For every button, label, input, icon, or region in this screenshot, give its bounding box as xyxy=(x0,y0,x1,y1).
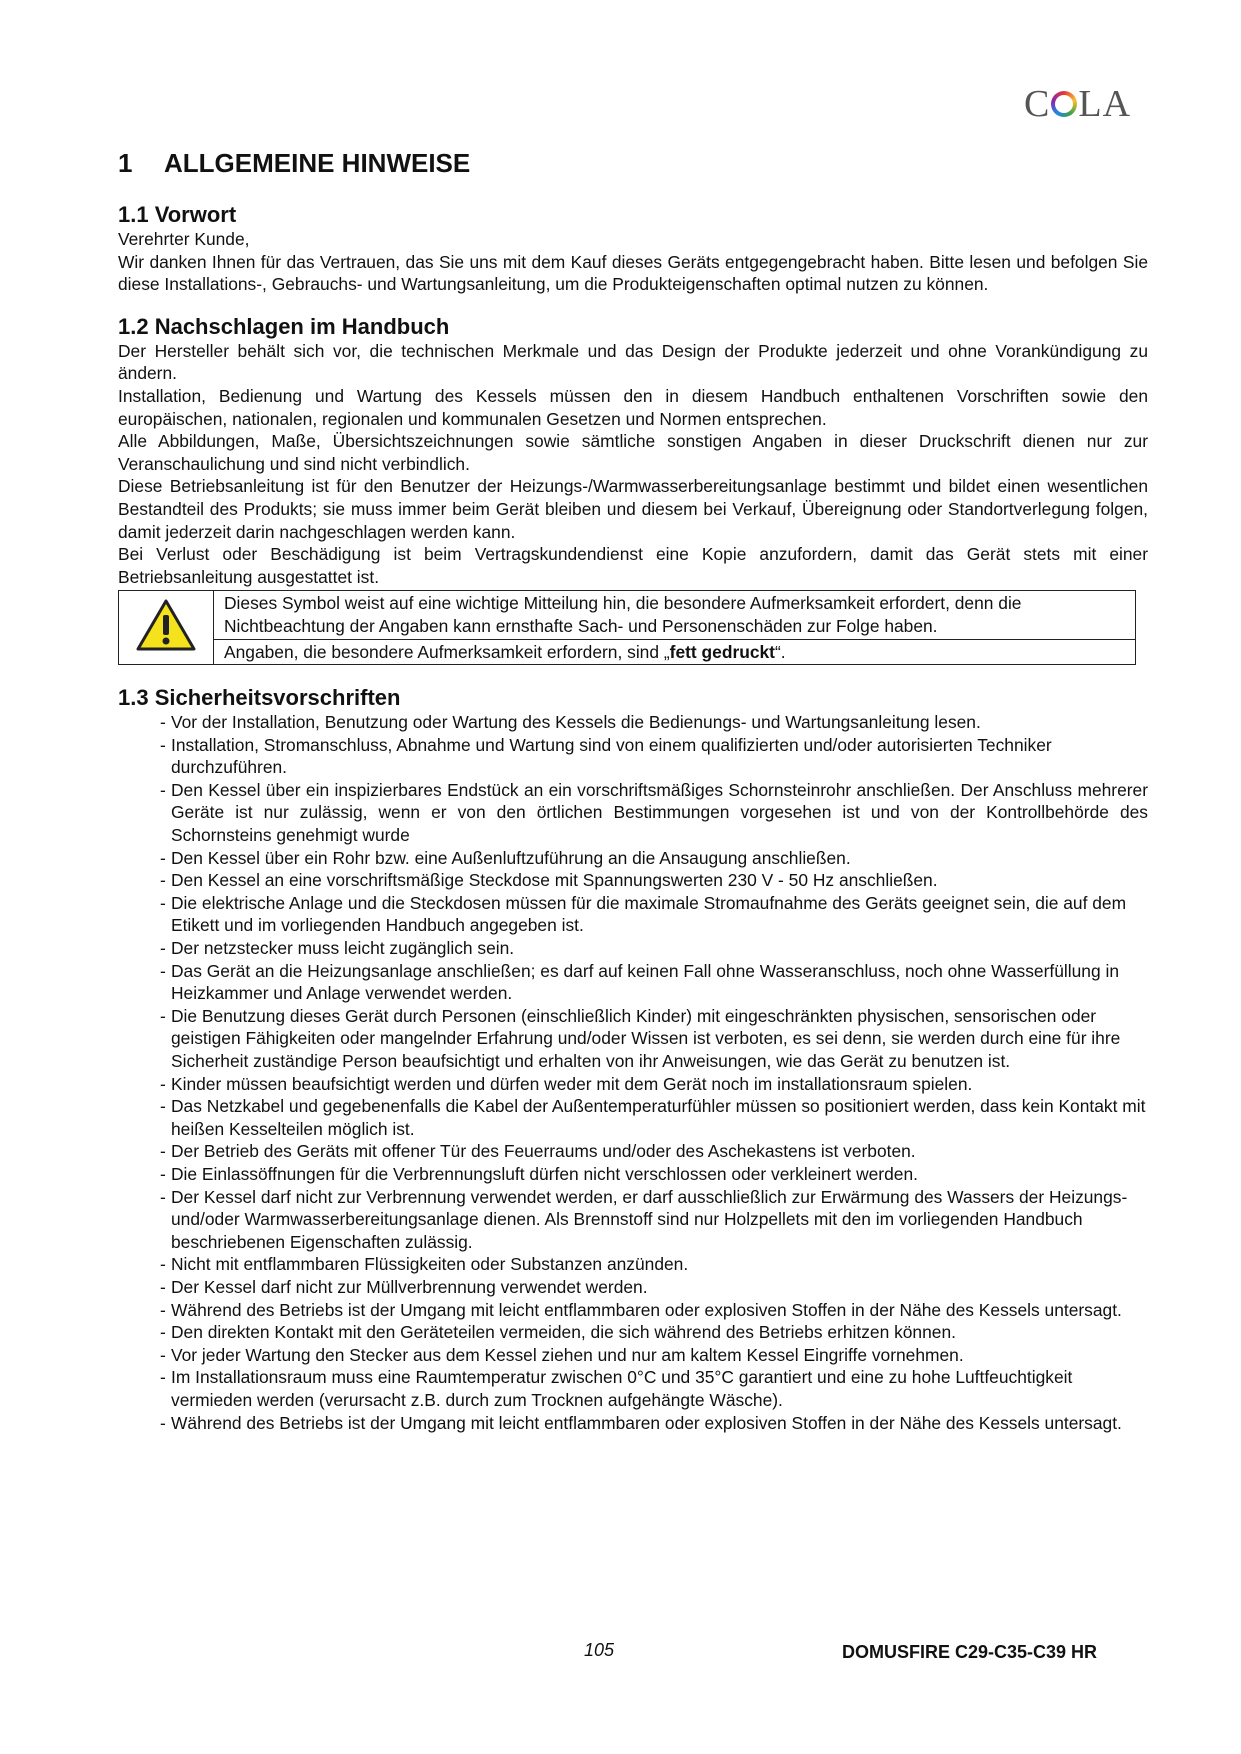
list-item: - Den Kessel über ein Rohr bzw. eine Außenluftzuführung an die Ansaugung anschließen. xyxy=(160,847,1148,870)
list-item: - Die Benutzung dieses Gerät durch Personen (einschließlich Kinder) mit eingeschränkten physischen, sensorischen oder geistigen Fähigkeiten oder mangelnder Erfahrung und/oder Wissen ist verboten, es sei denn, sie werden durch eine für ihre Sicherheit zuständige Person beaufsichtigt und erhalten von ihr Anweisungen, wie das Gerät zu benutzen ist. xyxy=(160,1005,1148,1073)
bold-example: fett gedruckt xyxy=(669,641,775,662)
section-nachschlagen xyxy=(118,314,1148,665)
section-title: 1.2 Nachschlagen im Handbuch xyxy=(118,313,450,339)
page-number: 105 xyxy=(584,1640,615,1660)
warning-note-table xyxy=(118,590,1136,665)
list-item: - Den Kessel an eine vorschriftsmäßige Steckdose mit Spannungswerten 230 V - 50 Hz anschließen. xyxy=(160,869,1148,892)
paragraph: Diese Betriebsanleitung ist für den Benutzer der Heizungs-/Warmwasserbereitungsanlage bestimmt und bildet einen wesentlichen Bestandteil des Produkts; sie muss immer beim Gerät bleiben und diesem bei Verkauf, Übereignung oder Standortverlegung folgen, damit jederzeit darin nachgeschlagen werden kann. xyxy=(118,476,1148,542)
list-item: - Installation, Stromanschluss, Abnahme und Wartung sind von einem qualifizierten und/oder autorisierten Techniker durchzuführen. xyxy=(160,734,1148,779)
list-item: - Nicht mit entflammbaren Flüssigkeiten oder Substanzen anzünden. xyxy=(160,1253,1148,1276)
paragraph: Installation, Bedienung und Wartung des Kessels müssen den in diesem Handbuch enthaltenen Vorschriften sowie den europäischen, nationalen, regionalen und kommunalen Gesetzen und Normen entsprechen. xyxy=(118,385,1148,429)
list-item: - Die elektrische Anlage und die Steckdosen müssen für die maximale Stromaufnahme des Geräts geeignet sein, die auf dem Etikett und im vorliegenden Handbuch angegeben ist. xyxy=(160,892,1148,937)
list-item: - Während des Betriebs ist der Umgang mit leicht entflammbaren oder explosiven Stoffen in der Nähe des Kessels untersagt. xyxy=(160,1299,1148,1322)
warning-icon-cell xyxy=(119,591,214,665)
safety-rules-list xyxy=(118,711,1148,1434)
brand-logo: C LA xyxy=(1024,83,1132,125)
list-item: - Der netzstecker muss leicht zugänglich sein. xyxy=(160,937,1148,960)
list-item: - Der Betrieb des Geräts mit offener Tür des Feuerraums und/oder des Aschekastens ist verboten. xyxy=(160,1140,1148,1163)
section-vorwort xyxy=(118,202,1148,296)
document-content xyxy=(118,202,1148,1434)
chapter-number: 1 xyxy=(118,148,133,178)
paragraph: Verehrter Kunde, xyxy=(118,229,250,249)
list-item: - Der Kessel darf nicht zur Verbrennung verwendet werden, er darf ausschließlich zur Erwärmung des Wassers der Heizungs- und/oder Warmwasserbereitungsanlage dienen. Als Brennstoff sind nur Holzpellets mit den im vorliegenden Handbuch beschriebenen Eigenschaften zulässig. xyxy=(160,1186,1148,1254)
product-name: DOMUSFIRE C29-C35-C39 HR xyxy=(842,1642,1098,1662)
section-sicherheit xyxy=(118,685,1148,1434)
paragraph: Der Hersteller behält sich vor, die technischen Merkmale und das Design der Produkte jederzeit und ohne Vorankündigung zu ändern. xyxy=(118,340,1148,384)
section-title: 1.1 Vorwort xyxy=(118,202,237,227)
section-title: 1.3 Sicherheitsvorschriften xyxy=(118,685,401,711)
list-item: - Vor der Installation, Benutzung oder Wartung des Kessels die Bedienungs- und Wartungsanleitung lesen. xyxy=(160,711,1148,734)
warning-text: Dieses Symbol weist auf eine wichtige Mitteilung hin, die besondere Aufmerksamkeit erfordert, denn die Nichtbeachtung der Angaben kann ernsthafte Sach- und Personenschäden zur Folge haben. xyxy=(214,591,1136,639)
list-item: - Die Einlassöffnungen für die Verbrennungsluft dürfen nicht verschlossen oder verkleinert werden. xyxy=(160,1163,1148,1186)
list-item: - Während des Betriebs ist der Umgang mit leicht entflammbaren oder explosiven Stoffen in der Nähe des Kessels untersagt. xyxy=(160,1412,1148,1435)
warning-triangle-icon xyxy=(135,598,197,652)
list-item: - Den direkten Kontakt mit den Geräteteilen vermeiden, die sich während des Betriebs erhitzen können. xyxy=(160,1321,1148,1344)
list-item: - Kinder müssen beaufsichtigt werden und dürfen weder mit dem Gerät noch im installationsraum spielen. xyxy=(160,1073,1148,1096)
chapter-title: ALLGEMEINE HINWEISE xyxy=(164,148,471,178)
paragraph: Wir danken Ihnen für das Vertrauen, das Sie uns mit dem Kauf dieses Geräts entgegengebracht haben. Bitte lesen und befolgen Sie diese Installations-, Gebrauchs- und Wartungsanleitung, um die Produkteigenschaften optimal nutzen zu können. xyxy=(118,251,1148,295)
paragraph: Bei Verlust oder Beschädigung ist beim Vertragskundendienst eine Kopie anzufordern, damit das Gerät stets mit einer Betriebsanleitung ausgestattet ist. xyxy=(118,544,1148,587)
list-item: - Das Netzkabel und gegebenenfalls die Kabel der Außentemperaturfühler müssen so positioniert werden, dass kein Kontakt mit heißen Kesselteilen möglich ist. xyxy=(160,1095,1148,1140)
list-item: - Den Kessel über ein inspizierbares Endstück an ein vorschriftsmäßiges Schornsteinrohr anschließen. Der Anschluss mehrerer Geräte ist nur zulässig, wenn er von den örtlichen Bestimmungen vorgesehen ist und von der Kontrollbehörde des Schornsteins genehmigt wurde xyxy=(160,779,1148,847)
paragraph: Alle Abbildungen, Maße, Übersichtszeichnungen sowie sämtliche sonstigen Angaben in dieser Druckschrift dienen nur zur Veranschaulichung und sind nicht verbindlich. xyxy=(118,431,1148,474)
logo-ring-icon xyxy=(1051,91,1077,117)
list-item: - Das Gerät an die Heizungsanlage anschließen; es darf auf keinen Fall ohne Wasseranschluss, noch ohne Wasserfüllung in Heizkammer und Anlage verwendet werden. xyxy=(160,960,1148,1005)
list-item: - Der Kessel darf nicht zur Müllverbrennung verwendet werden. xyxy=(160,1276,1148,1299)
list-item: - Vor jeder Wartung den Stecker aus dem Kessel ziehen und nur am kaltem Kessel Eingriffe vornehmen. xyxy=(160,1344,1148,1367)
bold-hint-text: Angaben, die besondere Aufmerksamkeit erfordern, sind „fett gedruckt“. xyxy=(214,639,1136,665)
chapter-heading xyxy=(118,148,470,179)
list-item: - Im Installationsraum muss eine Raumtemperatur zwischen 0°C und 35°C garantiert und eine zu hohe Luftfeuchtigkeit vermieden werden (verursacht z.B. durch zum Trocknen aufgehängte Wäsche). xyxy=(160,1366,1148,1411)
